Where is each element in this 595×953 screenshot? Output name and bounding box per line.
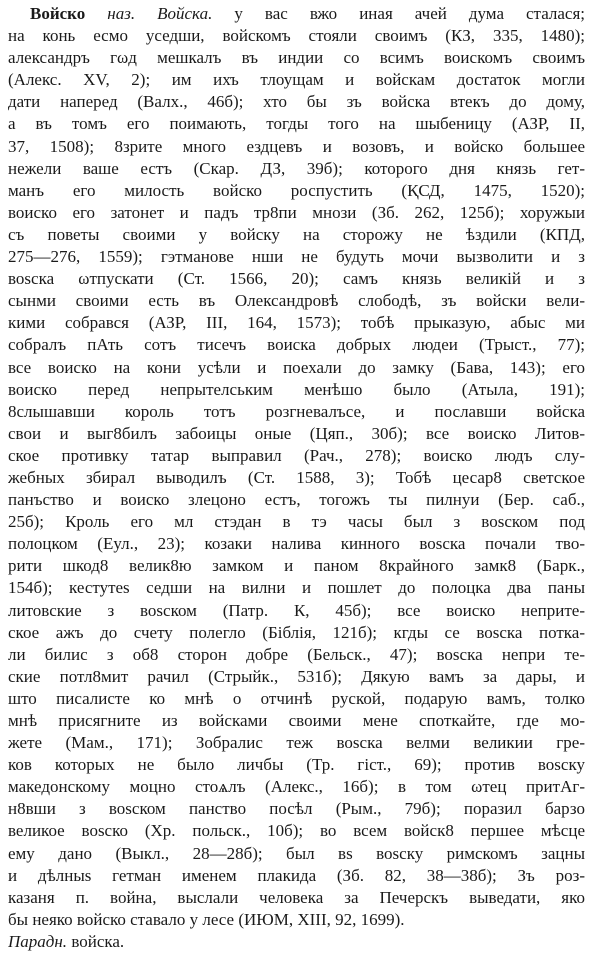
entry-line: александръ гωд мешкалъ въ индии со всимъ воискомъ своимъ	[8, 48, 585, 68]
entry-line: съ поветы своими у войску на сторожу не ѣздили (КПД,	[8, 224, 585, 244]
entry-line: што писалисте ко мнѣ о отчинѣ руской, подарую вамъ, толко	[8, 688, 585, 708]
entry-line: воиско перед непрытелським менѣшо было (Атыла, 191);	[8, 379, 585, 399]
entry-line: а въ томъ его поимають, тогды того на шыбеницу (АЗР, II,	[8, 114, 585, 134]
entry-line: жебных збирал выводилъ (Ст. 1588, 3); Тобѣ цесар8 светское	[8, 467, 585, 487]
entry-body	[8, 25, 585, 931]
entry-line: великое воѕско (Хр. польск., 10б); во всем войск8 першее мѣсце	[8, 821, 585, 841]
entry-line: македонскому моцно стоѧлъ (Алекс., 16б); в том ωтец притАг-	[8, 777, 585, 797]
headword: Войско	[30, 4, 86, 23]
entry-first-line	[8, 3, 585, 25]
entry-line: на конь есмо уседши, войскомъ стояли своимъ (КЗ, 335, 1480);	[8, 26, 585, 46]
entry-line: ему дано (Выкл., 28—28б); был вѕ воѕску римскомъ зацны	[8, 843, 585, 863]
entry-line: н8вши з воѕском панство посѣл (Рым., 79б); поразил барзо	[8, 799, 585, 819]
entry-line: полоцком (Еул., 23); козаки налива кинного воѕска почали тво-	[8, 534, 585, 554]
entry-line: литовские з воѕском (Патр. К, 45б); все воиско неприте-	[8, 600, 585, 620]
entry-line: собралъ пАть сотъ тисечъ воиска добрых людеи (Трыст., 77);	[8, 335, 585, 355]
entry-line: ское противку татар выправил (Рач., 278); воиско людъ слу-	[8, 445, 585, 465]
entry-line: ли билис з об8 сторон добре (Бельск., 47); воѕска непри те-	[8, 644, 585, 664]
entry-line: 8слышавши король тотъ розгневалъсе, и пославши войска	[8, 401, 585, 421]
entry-line: панъство и воиско злецоно естъ, тогожъ ты пилнуи (Бер. саб.,	[8, 490, 585, 510]
entry-text: у вас вжо иная ачей дума сталася;	[234, 4, 585, 23]
entry-line: 275—276, 1559); гэтманове нши не будуть мочи вызволити и з	[8, 247, 585, 267]
cross-reference-target: войска.	[71, 931, 125, 951]
grammar-label: наз. Войска.	[107, 4, 213, 23]
entry-line: казаня п. война, выслали человека за Печерскъ выведати, яко	[8, 887, 585, 907]
entry-line: сынми своими есть въ Олександровѣ слободѣ, зъ войски вели-	[8, 291, 585, 311]
entry-line: дати наперед (Валх., 46б); хто бы зъ войска втекъ до дому,	[8, 92, 585, 112]
entry-line: бы неяко войско ставало у лесе (ИЮМ, XIII, 92, 1699).	[8, 909, 405, 929]
entry-line: манъ его милость войско роспустить (ҚСД, 1475, 1520);	[8, 180, 585, 200]
entry-line: ков которых не было личбы (Тр. гіст., 69); против воѕску	[8, 755, 585, 775]
entry-line: 154б); кестутеѕ седши на вилни и пошлет до полоцка два паны	[8, 578, 585, 598]
entry-line: 37, 1508); 8зрите много ездцевъ и возовъ, и войско большее	[8, 136, 585, 156]
entry-line: все воиско на кони усѣли и поехали до замку (Бава, 143); его	[8, 357, 585, 377]
entry-line: свои и выг8билъ забоицы оные (Цяп., 30б); все воиско Литов-	[8, 423, 585, 443]
entry-line: воѕска ωтпускати (Ст. 1566, 20); самъ князь великій и з	[8, 269, 585, 289]
cross-reference-line	[8, 931, 585, 953]
entry-line: 25б); Кроль его мл стэдан в тэ часы был з воѕском под	[8, 512, 585, 532]
entry-line: воиско его затонет и падъ тр8пи мнози (Зб. 262, 125б); хоружыи	[8, 202, 585, 222]
entry-line: ские потл8мит рачил (Стрыйк., 531б); Дякую вамъ за дары, и	[8, 666, 585, 686]
entry-line: (Алекс. XV, 2); им ихъ тлоущам и войскам достаток могли	[8, 70, 585, 90]
entry-line: жете (Мам., 171); Зобралис теж воѕска велми великии гре-	[8, 733, 585, 753]
entry-line: и дѣлныѕ гетман именем плакида (Зб. 82, 38—38б); Зъ роз-	[8, 865, 585, 885]
cross-reference-label: Парадн.	[8, 931, 68, 951]
entry-line: мнѣ присягните из войсками своими мене споткайте, где мо-	[8, 711, 585, 730]
entry-line: кими собрався (АЗР, III, 164, 1573); тобѣ прыказую, абыс ми	[8, 313, 585, 333]
entry-line: рити шкод8 велик8ю замком и паном 8крайного замк8 (Барк.,	[8, 556, 585, 576]
entry-line: нежели ваше естъ (Скар. ДЗ, 39б); которого дня князь гет-	[8, 158, 585, 178]
entry-line: ское ажъ до счету полегло (Біблія, 121б); кгды се воѕска потка-	[8, 622, 585, 642]
